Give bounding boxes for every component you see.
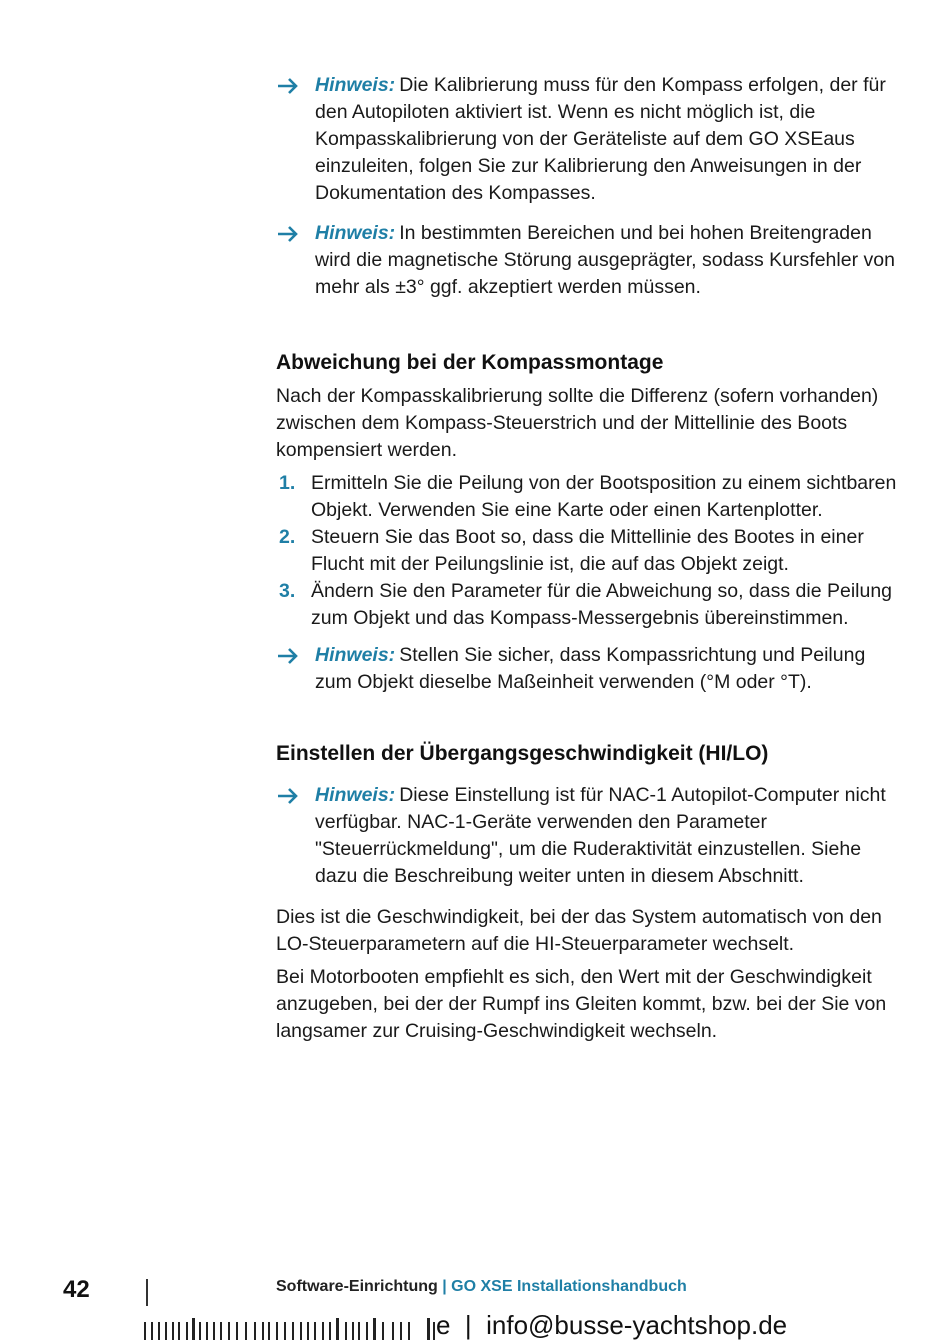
note-nac1 — [276, 782, 900, 890]
list-item — [276, 524, 900, 578]
step-number: 3. — [279, 580, 296, 602]
paragraph-speed-definition: Dies ist die Geschwindigkeit, bei der das System automatisch von den LO-Steuerparametern auf die HI-Steuerparameter wechselt. — [276, 906, 882, 955]
content-column — [276, 72, 900, 1051]
step-number: 1. — [279, 472, 296, 494]
footer-chapter: Software-Einrichtung — [276, 1278, 438, 1295]
footer-separator: | — [442, 1278, 447, 1295]
section-heading-compass-offset: Abweichung bei der Kompassmontage — [276, 351, 664, 374]
note-label: Hinweis: — [315, 222, 396, 244]
steps-list — [276, 470, 900, 632]
step-text: Ändern Sie den Parameter für die Abweichung so, dass die Peilung zum Objekt und das Kompass-Messergebnis übereinstimmen. — [311, 580, 893, 629]
arrow-right-icon — [276, 74, 300, 98]
note-label: Hinweis: — [315, 784, 396, 806]
note-label: Hinweis: — [315, 644, 396, 666]
shop-contact: e | info@busse-yachtshop.de — [436, 1310, 788, 1340]
note-latitude — [276, 220, 900, 301]
section-heading-transition-speed: Einstellen der Übergangsgeschwindigkeit (HI/LO) — [276, 742, 769, 765]
section-intro: Nach der Kompasskalibrierung sollte die Differenz (sofern vorhanden) zwischen dem Kompass-Steuerstrich und der Mittellinie des Boots kompensiert werden. — [276, 385, 879, 461]
note-text: Diese Einstellung ist für NAC-1 Autopilot-Computer nicht verfügbar. NAC-1-Geräte verwenden den Parameter "Steuerrückmeldung", um die Ruderaktivität einzustellen. Siehe dazu die Beschreibung weiter unten in diesem Abschnitt. — [315, 784, 886, 887]
note-text: Die Kalibrierung muss für den Kompass erfolgen, der für den Autopiloten aktiviert ist. Wenn es nicht möglich ist, die Kompasskalibrierung von der Geräteliste auf dem GO XSEaus einzuleiten, folgen Sie zur Kalibrierung den Anweisungen in der Dokumentation des Kompasses. — [315, 74, 886, 204]
arrow-right-icon — [276, 784, 300, 808]
step-text: Steuern Sie das Boot so, dass die Mittellinie des Bootes in einer Flucht mit der Peilungslinie ist, die auf das Objekt zeigt. — [311, 526, 864, 575]
note-calibration — [276, 72, 900, 207]
list-item — [276, 578, 900, 632]
page-number: 42 — [63, 1276, 90, 1303]
footer-running-title — [276, 1278, 687, 1296]
step-text: Ermitteln Sie die Peilung von der Bootsposition zu einem sichtbaren Objekt. Verwenden Sie eine Karte oder einen Kartenplotter. — [311, 472, 897, 521]
arrow-right-icon — [276, 222, 300, 246]
note-label: Hinweis: — [315, 74, 396, 96]
note-text: In bestimmten Bereichen und bei hohen Breitengraden wird die magnetische Störung ausgeprägter, sodass Kursfehler von mehr als ±3° ggf. akzeptiert werden müssen. — [315, 222, 895, 298]
step-number: 2. — [279, 526, 296, 548]
arrow-right-icon — [276, 644, 300, 668]
barcode-graphic — [142, 1318, 438, 1342]
footer-book-title: GO XSE Installationshandbuch — [451, 1278, 687, 1295]
paragraph-motorboats: Bei Motorbooten empfiehlt es sich, den Wert mit der Geschwindigkeit anzugeben, bei der der Rumpf ins Gleiten kommt, bzw. bei der Sie von langsamer zur Cruising-Geschwindigkeit wechseln. — [276, 966, 887, 1042]
list-item — [276, 470, 900, 524]
note-text: Stellen Sie sicher, dass Kompassrichtung und Peilung zum Objekt dieselbe Maßeinheit verwenden (°M oder °T). — [315, 644, 866, 693]
note-units — [276, 642, 900, 696]
footer-divider — [146, 1279, 148, 1306]
